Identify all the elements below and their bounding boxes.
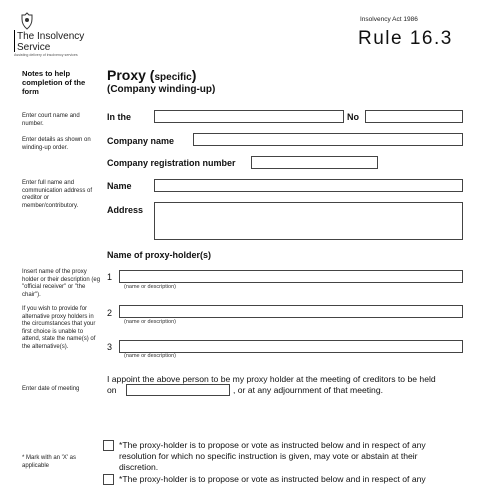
proxy-1-number: 1 [107, 272, 113, 282]
option-1-checkbox[interactable] [103, 440, 114, 451]
proxy-3-input[interactable] [119, 340, 463, 353]
option-1-text: *The proxy-holder is to propose or vote as instructed below and in respect of any resolution for which no specific instruction is given, may vote or abstain at their discretion. [119, 440, 426, 472]
note-date: Enter date of meeting [22, 386, 80, 392]
appoint-on-label: on [107, 385, 117, 395]
note-creditor: Enter full name and communication address of creditor or member/contributory. [22, 180, 93, 209]
crest-logo [20, 12, 34, 30]
option-2-text: *The proxy-holder is to propose or vote as instructed below and in respect of any [119, 474, 426, 484]
court-name-input[interactable] [154, 110, 344, 123]
title-specific: specific [154, 72, 192, 83]
number-label: No [347, 112, 359, 122]
in-the-label: In the [107, 112, 131, 122]
proxy-1-hint: (name or description) [124, 284, 176, 290]
proxy-2-input[interactable] [119, 305, 463, 318]
proxy-2-hint: (name or description) [124, 319, 176, 325]
appoint-tail: , or at any adjournment of that meeting. [233, 385, 384, 395]
note-alternatives: If you wish to provide for alternative proxy holders in the circumstances that your first choice is unable to attend, state the name(s) of the alternative(s). [22, 306, 96, 350]
appoint-statement: I appoint the above person to be my proxy holder at the meeting of creditors to be held [107, 374, 436, 384]
proxy-3-hint: (name or description) [124, 353, 176, 359]
note-mark: * Mark with an 'X' as applicable [22, 455, 76, 469]
org-tagline: Assisting delivery of insolvency services [14, 53, 78, 57]
note-court: Enter court name and number. [22, 113, 80, 127]
court-number-input[interactable] [365, 110, 463, 123]
form-title [107, 67, 196, 85]
creditor-name-label: Name [107, 181, 132, 191]
proxy-2-number: 2 [107, 308, 113, 318]
title-main: Proxy ( [107, 67, 155, 83]
title-close: ) [191, 67, 197, 83]
rule-number: Rule 16.3 [358, 28, 453, 49]
address-label: Address [107, 205, 144, 215]
meeting-date-input[interactable] [126, 384, 230, 396]
company-reg-label: Company registration number [107, 158, 236, 168]
creditor-name-input[interactable] [154, 179, 463, 192]
proxy-holders-heading: Name of proxy-holder(s) [107, 250, 212, 260]
note-company: Enter details as shown on winding-up order. [22, 137, 91, 151]
notes-heading: Notes to help completion of the form [22, 69, 86, 96]
company-name-input[interactable] [193, 133, 463, 146]
act-reference: Insolvency Act 1986 [360, 16, 418, 23]
proxy-1-input[interactable] [119, 270, 463, 283]
org-name-line2: Service [17, 42, 51, 53]
logo-line [14, 30, 15, 52]
form-subtitle: (Company winding-up) [107, 84, 216, 95]
note-proxy-name: Insert name of the proxy holder or their description (eg "official receiver" or "the chair"). [22, 269, 101, 298]
company-name-label: Company name [107, 136, 175, 146]
address-input[interactable] [154, 202, 463, 240]
org-name-line1: The Insolvency [17, 31, 85, 42]
company-reg-input[interactable] [251, 156, 378, 169]
proxy-3-number: 3 [107, 342, 113, 352]
